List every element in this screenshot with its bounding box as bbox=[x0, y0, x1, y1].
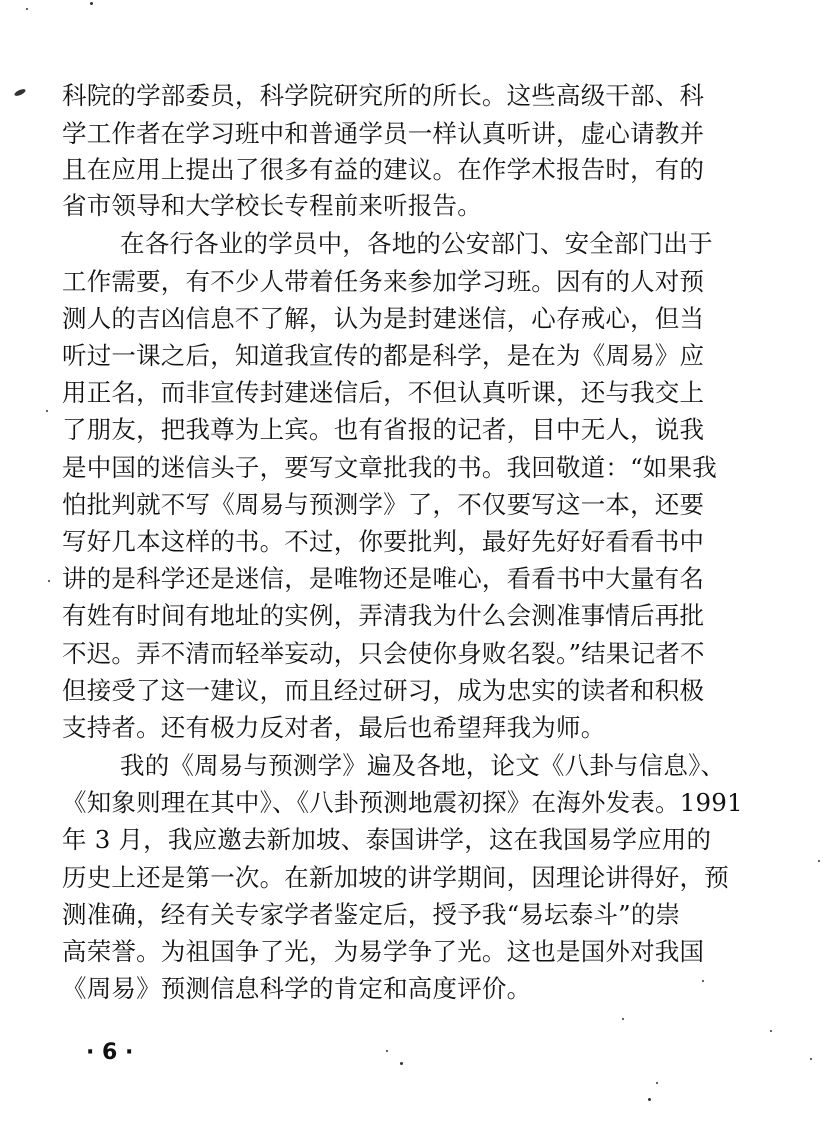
text-line: 测准确，经有关专家学者鉴定后，授予我“易坛泰斗”的崇 bbox=[62, 900, 681, 929]
text-line: 讲的是科学还是迷信，是唯物还是唯心，看看书中大量有名 bbox=[62, 564, 705, 593]
text-line: 年 3 月，我应邀去新加坡、泰国讲学，这在我国易学应用的 bbox=[62, 825, 712, 854]
text-line: 写好几本这样的书。不过，你要批判，最好先好好看看书中 bbox=[62, 527, 705, 556]
text-line: 工作需要，有不少人带着任务来参加学习班。因有的人对预 bbox=[62, 267, 705, 296]
scan-speck bbox=[622, 1018, 624, 1020]
text-line: 高荣誉。为祖国争了光，为易学争了光。这也是国外对我国 bbox=[62, 937, 705, 966]
page-number: · 6 · bbox=[86, 1040, 134, 1065]
text-line: 学工作者在学习班中和普通学员一样认真听讲，虚心请教并 bbox=[62, 119, 705, 148]
scan-speck bbox=[400, 1062, 403, 1065]
text-line: 用正名，而非宣传封建迷信后，不但认真听课，还与我交上 bbox=[62, 378, 705, 407]
scan-mark bbox=[14, 88, 27, 98]
text-line: 听过一课之后，知道我宣传的都是科学，是在为《周易》应 bbox=[62, 341, 705, 370]
paragraph-start-line: 在各行各业的学员中，各地的公安部门、安全部门出于 bbox=[120, 229, 713, 258]
text-line: 不迟。弄不清而轻举妄动，只会使你身败名裂。”结果记者不 bbox=[62, 639, 705, 668]
scan-speck bbox=[648, 1098, 651, 1101]
text-line: 了朋友，把我尊为上宾。也有省报的记者，目中无人，说我 bbox=[62, 415, 705, 444]
text-line: 测人的吉凶信息不了解，认为是封建迷信，心存戒心，但当 bbox=[62, 304, 705, 333]
text-line: 但接受了这一建议，而且经过研习，成为忠实的读者和积极 bbox=[62, 676, 705, 705]
text-line: 是中国的迷信头子，要写文章批我的书。我回敬道：“如果我 bbox=[62, 453, 717, 482]
scan-speck bbox=[46, 410, 48, 412]
scan-speck bbox=[702, 980, 704, 982]
text-line: 有姓有时间有地址的实例，弄清我为什么会测准事情后再批 bbox=[62, 601, 705, 630]
text-line: 科院的学部委员，科学院研究所的所长。这些高级干部、科 bbox=[62, 81, 705, 110]
paragraph-start-line: 我的《周易与预测学》遍及各地，论文《八卦与信息》、 bbox=[120, 751, 726, 780]
scan-speck bbox=[810, 1058, 812, 1060]
text-line: 且在应用上提出了很多有益的建议。在作学术报告时，有的 bbox=[62, 155, 705, 184]
scan-speck bbox=[386, 1050, 388, 1052]
scan-speck bbox=[26, 8, 28, 10]
text-line: 历史上还是第一次。在新加坡的讲学期间，因理论讲得好，预 bbox=[62, 863, 729, 892]
text-line: 《知象则理在其中》、《八卦预测地震初探》在海外发表。1991 bbox=[62, 788, 743, 817]
scan-speck bbox=[770, 1030, 772, 1032]
text-line: 怕批判就不写《周易与预测学》了，不仅要写这一本，还要 bbox=[62, 490, 705, 519]
text-line: 《周易》预测信息科学的肯定和高度评价。 bbox=[62, 974, 532, 1003]
scan-speck bbox=[90, 2, 93, 5]
scan-speck bbox=[48, 580, 50, 582]
scan-speck bbox=[818, 860, 820, 862]
scan-speck bbox=[656, 1082, 658, 1084]
text-line: 省市领导和大学校长专程前来听报告。 bbox=[62, 191, 482, 220]
text-line: 支持者。还有极力反对者，最后也希望拜我为师。 bbox=[62, 713, 606, 742]
